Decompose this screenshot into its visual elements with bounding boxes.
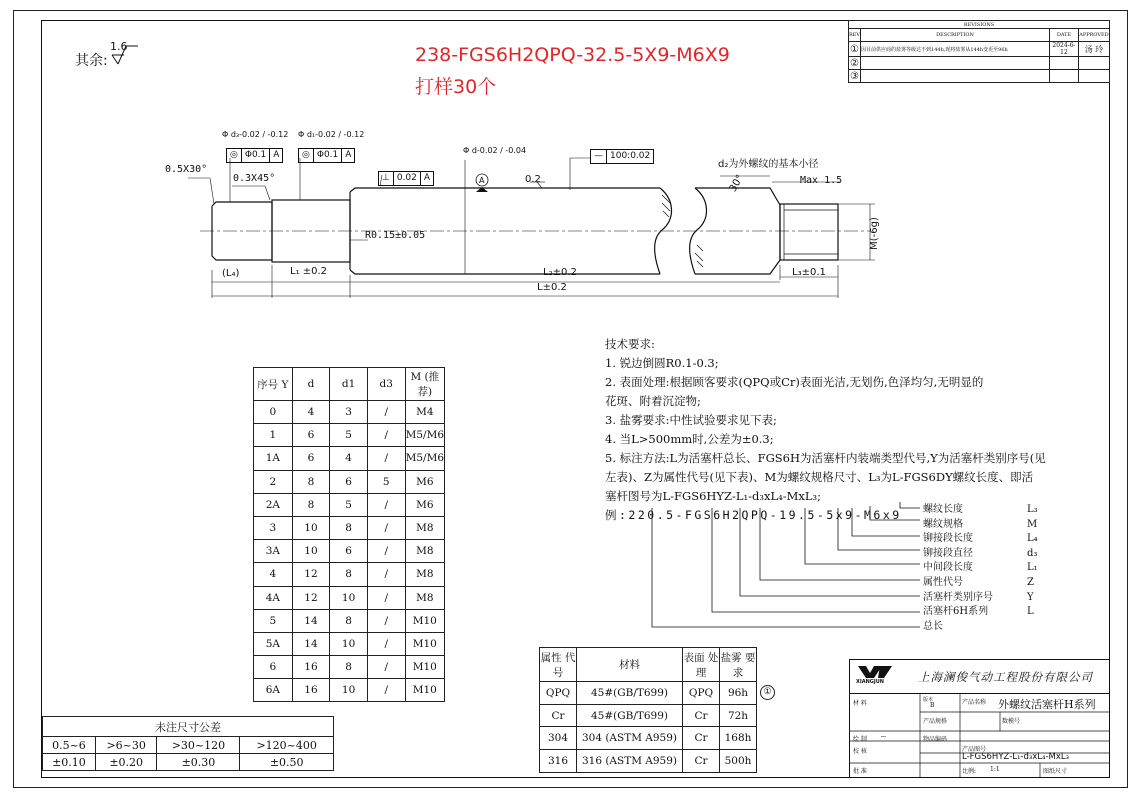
size-table-cell: 0 <box>254 401 293 424</box>
size-table-cell: 10 <box>330 679 368 702</box>
main-body-top <box>350 188 660 192</box>
material-table-cell: 96h <box>720 682 757 705</box>
size-table-cell: / <box>367 540 405 563</box>
product-name-label: 产品名称 <box>962 699 987 706</box>
other-roughness-label: 其余: <box>75 53 108 69</box>
title-block-header <box>850 660 1109 694</box>
material-rev-mark: ① <box>760 685 775 700</box>
legend-symbol: Y <box>1027 591 1034 603</box>
size-table-cell: M8 <box>405 540 444 563</box>
rev-col-description: DESCRIPTION <box>861 29 1050 42</box>
mat-col-code: 属性 代号 <box>540 648 577 682</box>
size-table-row <box>254 516 445 539</box>
size-table-cell: M8 <box>405 516 444 539</box>
main-body-bottom <box>350 270 660 274</box>
conc1-datum: A <box>273 150 280 160</box>
legend-names <box>923 503 993 634</box>
thread-size-label: M(-6g) <box>868 217 880 250</box>
legend-symbol: L₄ <box>1027 533 1038 545</box>
concentricity-icon: ◎ <box>299 149 314 162</box>
rev-row-2-approved <box>1079 57 1110 70</box>
tol-range: >30~120 <box>157 737 240 754</box>
size-table-row <box>254 609 445 632</box>
product-name: 外螺纹活塞杆H系列 <box>998 698 1096 711</box>
perpendicularity-icon: ⊥ <box>379 172 394 185</box>
thread-angle: 30° <box>727 173 747 194</box>
mat-col-material: 材料 <box>577 648 683 682</box>
material-table-cell: 500h <box>720 750 757 773</box>
concentricity-icon: ◎ <box>227 149 242 162</box>
size-table-cell: 10 <box>292 540 330 563</box>
material-table-cell: QPQ <box>683 682 720 705</box>
legend-name: 属性代号 <box>923 576 963 588</box>
dim-l4: (L₄) <box>222 268 240 279</box>
size-table-row <box>254 424 445 447</box>
conc2-value: Φ0.1 <box>314 149 342 162</box>
material-table-row <box>540 727 757 750</box>
size-table-cell: 8 <box>330 563 368 586</box>
tech-note-line: 花斑、附着沉淀物; <box>605 394 701 408</box>
size-table-cell: 16 <box>292 656 330 679</box>
mat-col-surface: 表面 处理 <box>683 648 720 682</box>
chamfer-2-label: 0.3X45° <box>233 173 276 184</box>
title-block <box>849 659 1110 778</box>
size-table-cell: 5 <box>330 493 368 516</box>
tech-note-line: 1. 锐边倒圆R0.1-0.3; <box>605 356 719 370</box>
version-label: 版本 <box>923 697 934 703</box>
legend-symbol: L <box>1027 606 1034 618</box>
material-table <box>539 647 757 773</box>
size-table-cell: 8 <box>292 493 330 516</box>
thread-outline <box>780 204 838 260</box>
rev-row-1-date: 2024-6-12 <box>1050 42 1079 57</box>
legend-symbols <box>1027 503 1038 620</box>
tech-note-line: 4. 当L>500mm时,公差为±0.3; <box>605 432 774 446</box>
size-table-body <box>254 401 445 702</box>
rev-row-1-description: 因目前供应商的盐雾等级达不到144h,现将盐雾从144h变更至96h <box>861 42 1050 57</box>
tech-note-example: 例:220.5-FGS6H2QPQ-19.5-5x9-M6x9 <box>605 508 902 522</box>
size-table-cell: M10 <box>405 679 444 702</box>
roundness-value: 0.2 <box>525 174 541 185</box>
size-table-cell: 12 <box>292 586 330 609</box>
tol-value: ±0.20 <box>95 754 157 771</box>
legend-symbol: Z <box>1027 576 1034 588</box>
size-table-cell: 14 <box>292 632 330 655</box>
size-table-cell: 5 <box>367 470 405 493</box>
scale-label: 比例: <box>962 768 977 775</box>
size-table-cell: M10 <box>405 609 444 632</box>
thread-note: d₂为外螺纹的基本小径 <box>718 159 819 170</box>
rev-row-1-rev: ① <box>850 43 859 55</box>
tech-note-line: 3. 盐雾要求:中性试验要求见下表; <box>605 413 777 427</box>
size-table-cell: 10 <box>292 516 330 539</box>
size-table-cell: 6 <box>292 447 330 470</box>
material-table-cell: 72h <box>720 704 757 727</box>
size-table-cell: / <box>367 516 405 539</box>
size-table-cell: M5/M6 <box>405 424 444 447</box>
size-table-cell: / <box>367 424 405 447</box>
dim-l1: L₁ ±0.2 <box>290 266 328 277</box>
size-table-cell: 16 <box>292 679 330 702</box>
dim-l3: L₃±0.1 <box>792 267 826 278</box>
legend-name: 螺纹规格 <box>923 518 963 530</box>
size-table-cell: 10 <box>330 586 368 609</box>
size-table-row <box>254 470 445 493</box>
size-table-cell: 6 <box>330 540 368 563</box>
perp-value: 0.02 <box>394 172 421 185</box>
concentricity-frame-1 <box>226 148 283 163</box>
size-table-row <box>254 656 445 679</box>
size-col-d3: d3 <box>367 368 405 401</box>
thread-max-note: Max 1.5 <box>800 175 843 186</box>
fillet-label: R0.15±0.05 <box>365 230 426 241</box>
size-table-cell: 10 <box>330 632 368 655</box>
material-table-cell: 45#(GB/T699) <box>577 682 683 705</box>
size-table-cell: / <box>367 401 405 424</box>
version-value: B <box>930 702 935 709</box>
size-table-cell: 2 <box>254 470 293 493</box>
logo-text: XIANGJUN <box>856 679 884 685</box>
company-name: 上海澜俊气动工程股份有限公司 <box>918 670 1093 684</box>
rev-row-2-date <box>1050 57 1079 70</box>
tol-d3-label: Φ d₃-0.02 / -0.12 <box>222 130 289 139</box>
size-table-cell: / <box>367 493 405 516</box>
material-table-row <box>540 704 757 727</box>
straightness-icon: — <box>591 150 607 163</box>
material-table-row <box>540 750 757 773</box>
size-col-d: d <box>292 368 330 401</box>
legend-name: 螺纹长度 <box>923 504 963 515</box>
size-table-cell: 1 <box>254 424 293 447</box>
roughness-symbol <box>110 42 140 68</box>
size-table-cell: 5A <box>254 632 293 655</box>
size-table-cell: M6 <box>405 470 444 493</box>
legend-name: 铆接段长度 <box>923 533 973 545</box>
material-code-label: 物品编码 <box>923 736 948 743</box>
size-col-d1: d1 <box>330 368 368 401</box>
size-table-cell: 4A <box>254 586 293 609</box>
rev-row-3-rev: ③ <box>850 70 859 82</box>
tol-range: 0.5~6 <box>43 737 96 754</box>
conc1-value: Φ0.1 <box>242 149 270 162</box>
size-table-cell: 3A <box>254 540 293 563</box>
size-table-row <box>254 447 445 470</box>
material-label: 材 料 <box>853 700 867 707</box>
tol-value: ±0.50 <box>240 754 334 771</box>
size-table-row <box>254 401 445 424</box>
quantity-label: 数模号 <box>1002 718 1021 725</box>
company-logo <box>856 664 894 686</box>
size-table-cell: M8 <box>405 563 444 586</box>
material-table-cell: 316 (ASTM A959) <box>577 750 683 773</box>
size-table-cell: 4 <box>330 447 368 470</box>
svg-text:A: A <box>479 176 485 185</box>
rev-col-approved: APPROVED <box>1079 29 1110 42</box>
size-table-row <box>254 632 445 655</box>
mat-col-salt: 盐雾 要求 <box>720 648 757 682</box>
size-table-cell: / <box>367 609 405 632</box>
material-table-cell: QPQ <box>540 682 577 705</box>
rev-row-2-description <box>861 57 1050 70</box>
material-table-cell: Cr <box>540 704 577 727</box>
tol-d-label: Φ d-0.02 / -0.04 <box>463 146 527 155</box>
tech-note-line: 5. 标注方法:L为活塞杆总长、FGS6H为活塞杆内装端类型代号,Y为活塞杆类别序号(见 <box>605 451 1046 465</box>
perpendicularity-frame <box>378 171 434 186</box>
tolerance-table <box>42 716 334 771</box>
tech-note-line: 塞杆图号为L-FGS6HYZ-L₁-d₃xL₄-MxL₃; <box>605 489 821 503</box>
concentricity-frame-2 <box>298 148 355 163</box>
size-col-y: 序号 Y <box>254 368 293 401</box>
tol-value: ±0.30 <box>157 754 240 771</box>
size-table-cell: 6 <box>330 470 368 493</box>
material-table-cell: Cr <box>683 727 720 750</box>
dim-l-total: L±0.2 <box>537 282 567 293</box>
tech-notes-title: 技术要求: <box>605 337 655 351</box>
datum-a-marker <box>476 174 488 192</box>
dim-l2: L₂±0.2 <box>543 267 577 278</box>
legend-leaders <box>640 500 940 635</box>
tech-note-line: 左表)、Z为属性代号(见下表)、M为螺纹规格尺寸、L₃为L-FGS6DY螺纹长度、即活 <box>605 470 1034 484</box>
material-table-cell: 304 (ASTM A959) <box>577 727 683 750</box>
conc2-datum: A <box>345 150 352 160</box>
tol-range: >6~30 <box>95 737 157 754</box>
size-table-cell: M4 <box>405 401 444 424</box>
size-table-row <box>254 586 445 609</box>
straightness-frame <box>590 149 654 164</box>
size-table-cell: / <box>367 447 405 470</box>
size-table-row <box>254 563 445 586</box>
size-table-cell: M6 <box>405 493 444 516</box>
size-table-cell: M10 <box>405 632 444 655</box>
rev-row-2-rev: ② <box>850 57 859 69</box>
material-table-cell: Cr <box>683 750 720 773</box>
product-spec-label: 产品规格 <box>923 718 948 725</box>
size-table-cell: 6 <box>254 656 293 679</box>
material-table-row <box>540 682 757 705</box>
tech-note-line: 2. 表面处理:根据顾客要求(QPQ或Cr)表面光洁,无划伤,色泽均匀,无明显的 <box>605 375 984 389</box>
size-table-cell: / <box>367 586 405 609</box>
size-table-cell: 3 <box>330 401 368 424</box>
size-table-cell: 8 <box>330 656 368 679</box>
sample-note: 打样30个 <box>415 76 497 98</box>
size-table-cell: / <box>367 656 405 679</box>
tolerance-title: 未注尺寸公差 <box>43 717 334 737</box>
size-table-cell: 12 <box>292 563 330 586</box>
size-table-cell: 3 <box>254 516 293 539</box>
size-table-cell: 14 <box>292 609 330 632</box>
rev-row-1-approved: 汤 玲 <box>1079 42 1110 57</box>
revisions-title: REVISIONS <box>849 21 1110 29</box>
legend-name: 活塞杆类别序号 <box>923 591 993 603</box>
rev-row-3-date <box>1050 70 1079 83</box>
size-table-row <box>254 679 445 702</box>
size-table-cell: / <box>367 679 405 702</box>
rev-row-3-description <box>861 70 1050 83</box>
part-code: 238-FGS6H2QPQ-32.5-5X9-M6X9 <box>415 44 730 66</box>
material-table-cell: 316 <box>540 750 577 773</box>
tech-notes <box>605 335 1046 525</box>
legend-name: 总长 <box>923 620 943 632</box>
size-table-cell: 6 <box>292 424 330 447</box>
size-table-cell: M10 <box>405 656 444 679</box>
size-table-cell: M8 <box>405 586 444 609</box>
legend-name: 中间段长度 <box>923 562 973 574</box>
size-table <box>253 367 445 702</box>
drawn-signature: ~ <box>880 732 887 741</box>
material-table-cell: 168h <box>720 727 757 750</box>
material-table-cell: Cr <box>683 704 720 727</box>
size-table-cell: 8 <box>330 609 368 632</box>
size-table-cell: 4 <box>254 563 293 586</box>
approve-label: 批 准 <box>853 768 867 775</box>
size-table-cell: 4 <box>292 401 330 424</box>
size-table-cell: 8 <box>292 470 330 493</box>
size-table-row <box>254 493 445 516</box>
material-table-body <box>540 682 757 773</box>
size-table-cell: / <box>367 632 405 655</box>
tol-d1-label: Φ d₁-0.02 / -0.12 <box>298 130 365 139</box>
size-table-row <box>254 540 445 563</box>
drawing-no: L-FGS6HYZ-L₁-d₃xL₄-MxL₃ <box>962 752 1070 762</box>
tol-range: >120~400 <box>240 737 334 754</box>
legend-name: 铆接段直径 <box>923 547 973 559</box>
drawn-label: 绘 制 <box>853 736 867 743</box>
size-table-cell: 5 <box>330 424 368 447</box>
sheet-label: 图纸尺寸 <box>1043 768 1068 775</box>
scale-value: 1:1 <box>990 766 1000 773</box>
rev-row-3-approved <box>1079 70 1110 83</box>
tol-value: ±0.10 <box>43 754 96 771</box>
check-label: 校 核 <box>853 748 867 755</box>
rev-col-rev: REV <box>849 29 861 42</box>
legend-symbol: M <box>1027 518 1038 530</box>
rev-col-date: DATE <box>1050 29 1079 42</box>
size-table-cell: 2A <box>254 493 293 516</box>
size-col-m: M (推荐) <box>405 368 444 401</box>
size-table-cell: 6A <box>254 679 293 702</box>
drawing-no-label: 产品图号 <box>962 746 987 753</box>
legend-name: 活塞杆6H系列 <box>923 606 989 618</box>
size-table-cell: 1A <box>254 447 293 470</box>
size-table-cell: 5 <box>254 609 293 632</box>
material-table-cell: 304 <box>540 727 577 750</box>
size-table-cell: M5/M6 <box>405 447 444 470</box>
roughness-value: 1.6 <box>110 40 128 53</box>
size-table-cell: 8 <box>330 516 368 539</box>
legend-symbol: L₁ <box>1027 562 1038 574</box>
revisions-table <box>848 20 1110 83</box>
straightness-value: 100:0.02 <box>610 151 651 161</box>
perp-datum: A <box>423 173 431 183</box>
legend-symbol: d₃ <box>1027 547 1038 559</box>
legend-symbol: L₃ <box>1027 504 1038 515</box>
material-table-cell: 45#(GB/T699) <box>577 704 683 727</box>
size-table-cell: / <box>367 563 405 586</box>
chamfer-1-label: 0.5X30° <box>165 164 208 175</box>
